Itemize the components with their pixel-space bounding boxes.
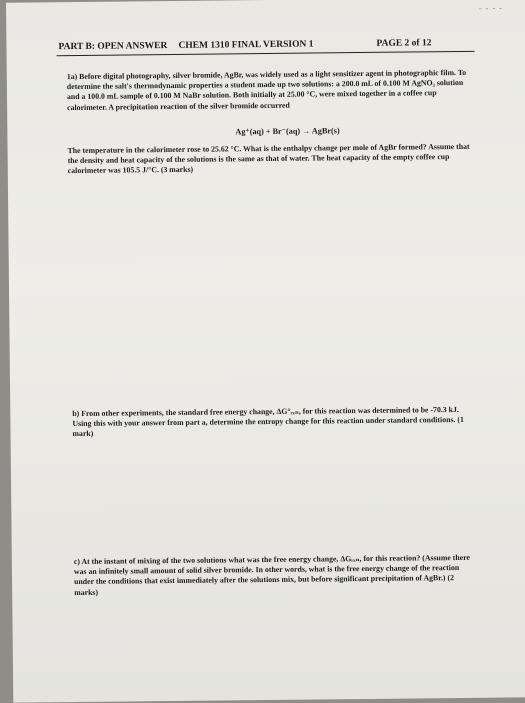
course-title: CHEM 1310 FINAL VERSION 1 bbox=[178, 39, 314, 51]
question-1b-text: b) From other experiments, the standard free energy change, ΔG°ᵣₓₙ, for this reaction was determined to be -70.3 kJ. Using this with your answer from part a, determine the entropy change for this reaction under standard conditions. (1 mark) bbox=[72, 404, 464, 439]
corner-mark: - - - - bbox=[479, 3, 503, 13]
question-1a-text: 1a) Before digital photography, silver bromide, AgBr, was widely used as a light sensitizer agent in photographic film. To determine the salt's thermodynamic properties a student made up two solutions: a 200.0 mL of 0.100 M AgNO₃ solution and a 100.0 mL sample of 0.100 M NaBr solution. Both initially at 25.00 °C, were mixed together in a coffee cup calorimeter. A precipitation reaction of the silver bromide occurred bbox=[66, 67, 467, 112]
reaction-equation: Ag⁺(aq) + Br⁻(aq) → AgBr(s) bbox=[235, 126, 340, 137]
header-rule bbox=[57, 51, 475, 56]
page-header bbox=[58, 38, 470, 53]
question-1a-prompt: The temperature in the calorimeter rose to 25.62 °C. What is the enthalpy change per mole of AgBr formed? Assume that the density and heat capacity of the solutions is the same as that of water. The heat capacity of the empty coffee cup calorimeter was 105.5 J/°C. (3 marks) bbox=[67, 141, 470, 176]
question-1c-text: c) At the instant of mixing of the two solutions what was the free energy change, ΔGᵣₓₙ, for this reaction? (Assume there was an infinitely small amount of solid silver bromide. In other words, what is the free energy change of the reaction under the conditions that exist immediately after the solutions mix, but before significant precipitation of AgBr.) (2 marks) bbox=[73, 552, 471, 597]
exam-page bbox=[6, 0, 525, 703]
page-number: PAGE 2 of 12 bbox=[376, 38, 432, 49]
section-title: PART B: OPEN ANSWER bbox=[58, 41, 168, 53]
